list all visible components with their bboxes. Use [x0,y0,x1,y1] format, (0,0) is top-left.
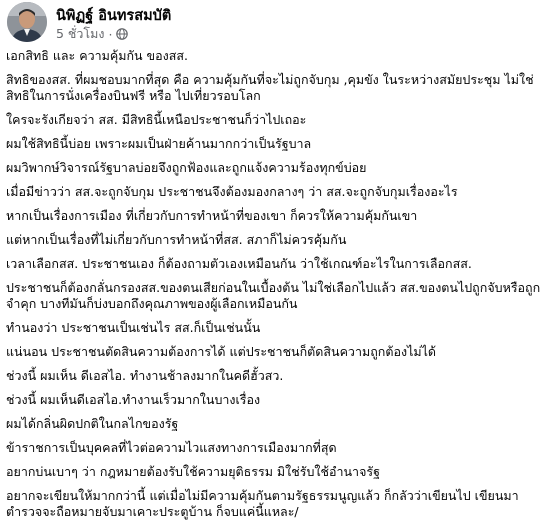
post-paragraph: เอกสิทธิ และ ความคุ้มกัน ของสส. [6,48,188,63]
post-paragraph: สิทธิของสส. ที่ผมชอบมากที่สุด คือ ความคุ้มกันที่จะไม่ถูกจับกุม ,คุมขัง ในระหว่างสมัยประชุม ไม่ใช่สิทธิในการนั่งเครื่องบินฟรี หรือ ไปเที่ยวรอบโลก [6,72,534,103]
post-header [0,0,557,44]
post-paragraph: แต่หากเป็นเรื่องที่ไม่เกี่ยวกับการทำหน้าที่สส. สภาก็ไม่ควรคุ้มกัน [6,232,347,247]
post-meta [56,24,128,44]
post-paragraph: ช่วงนี้ ผมเห็นดีเอสไอ.ทำงานเร็วมากในบางเรื่อง [6,392,261,407]
author-name[interactable]: นิพิฏฐ์ อินทรสมบัติ [56,8,172,24]
globe-icon[interactable] [116,28,128,40]
post-paragraph: ประชาชนก็ต้องกลั่นกรองสส.ของตนเสียก่อนในเบื้องต้น ไม่ใช่เลือกไปแล้ว สส.ของตนไปถูกจับหรือถูกจำคุก บางทีมันก็บ่งบอกถึงคุณภาพของผู้เลือกเหมือนกัน [6,280,541,311]
post-paragraph: ผมได้กลิ่นผิดปกติในกลไกของรัฐ [6,416,179,431]
avatar-photo [7,2,47,42]
post-body [6,48,551,528]
post-paragraph: ผมวิพากษ์วิจารณ์รัฐบาลบ่อยจึงถูกฟ้องและถูกแจ้งความร้องทุกข์บ่อย [6,160,367,175]
post-paragraph: ผมใช้สิทธินี้บ่อย เพราะผมเป็นฝ่ายค้านมากกว่าเป็นรัฐบาล [6,136,312,151]
post-timestamp[interactable]: 5 ชั่วโมง [56,26,105,41]
post-paragraph: ใครจะรังเกียจว่า สส. มีสิทธินี้เหนือประชาชนก็ว่าไปเถอะ [6,112,307,127]
post-paragraph: เมื่อมีข่าวว่า สส.จะถูกจับกุม ประชาชนจึงต้องมองกลางๆ ว่า สส.จะถูกจับกุมเรื่องอะไร [6,184,458,199]
author-avatar[interactable] [7,2,47,42]
meta-separator: · [108,26,113,42]
post-paragraph: เวลาเลือกสส. ประชาชนเอง ก็ต้องถามตัวเองเหมือนกัน ว่าใช้เกณฑ์อะไรในการเลือกสส. [6,256,472,271]
post-paragraph: อยากจะเขียนให้มากกว่านี้ แต่เมื่อไม่มีความคุ้มกันตามรัฐธรรมนูญแล้ว ก็กลัวว่าเขียนไป เขียนมา ตำรวจจะถือหมายจับมาเคาะประตูบ้าน ก็จบแค่นี้แหละ/ [6,488,519,519]
post-paragraph: หากเป็นเรื่องการเมือง ที่เกี่ยวกับการทำหน้าที่ของเขา ก็ควรให้ความคุ้มกันเขา [6,208,418,223]
post-paragraph: แน่นอน ประชาชนตัดสินความต้องการได้ แต่ประชาชนก็ตัดสินความถูกต้องไม่ได้ [6,344,437,359]
post-paragraph: ช่วงนี้ ผมเห็น ดีเอสไอ. ทำงานช้าลงมากในคดีฮั้วสว. [6,368,284,383]
post-paragraph: อยากบ่นเบาๆ ว่า กฎหมายต้องรับใช้ความยุติธรรม มิใช่รับใช้อำนาจรัฐ [6,464,381,479]
post-paragraph: ทำนองว่า ประชาชนเป็นเช่นไร สส.ก็เป็นเช่นนั้น [6,320,261,335]
post-paragraph: ข้าราชการเป็นบุคคลที่ไวต่อความไวแสงทางการเมืองมากที่สุด [6,440,337,455]
